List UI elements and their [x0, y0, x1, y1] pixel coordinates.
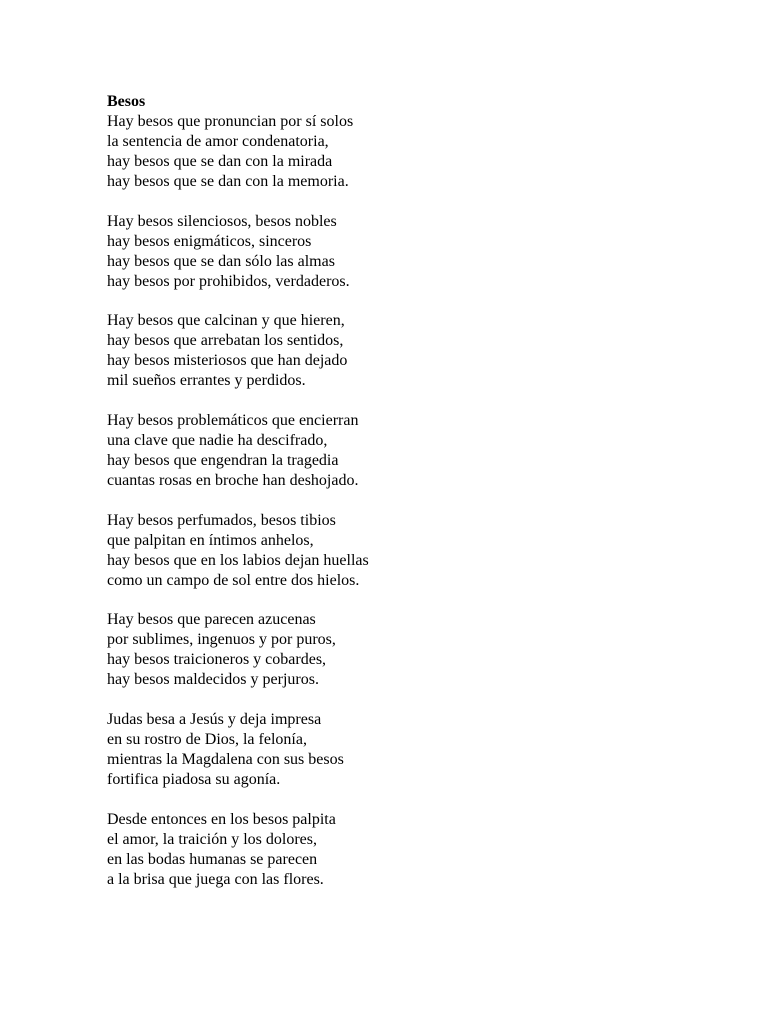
poem-line: hay besos traicioneros y cobardes, [107, 651, 327, 669]
poem [107, 92, 707, 910]
stanza [107, 311, 707, 391]
poem-line: hay besos que en los labios dejan huellas [107, 551, 369, 569]
poem-line: Hay besos que calcinan y que hieren, [107, 312, 345, 330]
poem-line: como un campo de sol entre dos hielos. [107, 571, 360, 589]
poem-line: Hay besos que parecen azucenas [107, 611, 316, 629]
poem-line: mientras la Magdalena con sus besos [107, 751, 344, 769]
poem-line: mil sueños errantes y perdidos. [107, 372, 306, 390]
poem-line: el amor, la traición y los dolores, [107, 830, 317, 848]
poem-line: hay besos que engendran la tragedia [107, 452, 339, 470]
stanza [107, 411, 707, 491]
stanza [107, 710, 707, 790]
stanza [107, 511, 707, 591]
poem-line: Hay besos silenciosos, besos nobles [107, 212, 337, 230]
poem-title: Besos [107, 93, 146, 110]
poem-line: hay besos que se dan con la mirada [107, 153, 333, 170]
poem-line: cuantas rosas en broche han deshojado. [107, 472, 359, 490]
stanza [107, 610, 707, 690]
poem-line: Hay besos que pronuncian por sí solos [107, 113, 354, 130]
poem-line: hay besos que se dan sólo las almas [107, 252, 335, 270]
stanza [107, 212, 707, 292]
poem-line: en su rostro de Dios, la felonía, [107, 731, 307, 749]
poem-line: Judas besa a Jesús y deja impresa [107, 711, 322, 729]
poem-line: fortifica piadosa su agonía. [107, 771, 281, 789]
poem-line: Desde entonces en los besos palpita [107, 810, 336, 828]
poem-line: una clave que nadie ha descifrado, [107, 432, 328, 450]
stanza [107, 810, 707, 890]
stanza [107, 112, 707, 192]
poem-line: hay besos por prohibidos, verdaderos. [107, 272, 350, 290]
poem-line: hay besos maldecidos y perjuros. [107, 671, 319, 689]
poem-line: a la brisa que juega con las flores. [107, 870, 324, 888]
poem-line: hay besos enigmáticos, sinceros [107, 232, 312, 250]
poem-line: Hay besos perfumados, besos tibios [107, 511, 336, 529]
poem-line: que palpitan en íntimos anhelos, [107, 531, 314, 549]
poem-line: en las bodas humanas se parecen [107, 850, 318, 868]
poem-line: hay besos misteriosos que han dejado [107, 352, 348, 370]
poem-line: hay besos que se dan con la memoria. [107, 173, 349, 190]
poem-line: Hay besos problemáticos que encierran [107, 412, 359, 430]
poem-line: la sentencia de amor condenatoria, [107, 133, 329, 150]
poem-line: hay besos que arrebatan los sentidos, [107, 332, 344, 350]
poem-line: por sublimes, ingenuos y por puros, [107, 631, 336, 649]
poem-body [107, 112, 707, 890]
